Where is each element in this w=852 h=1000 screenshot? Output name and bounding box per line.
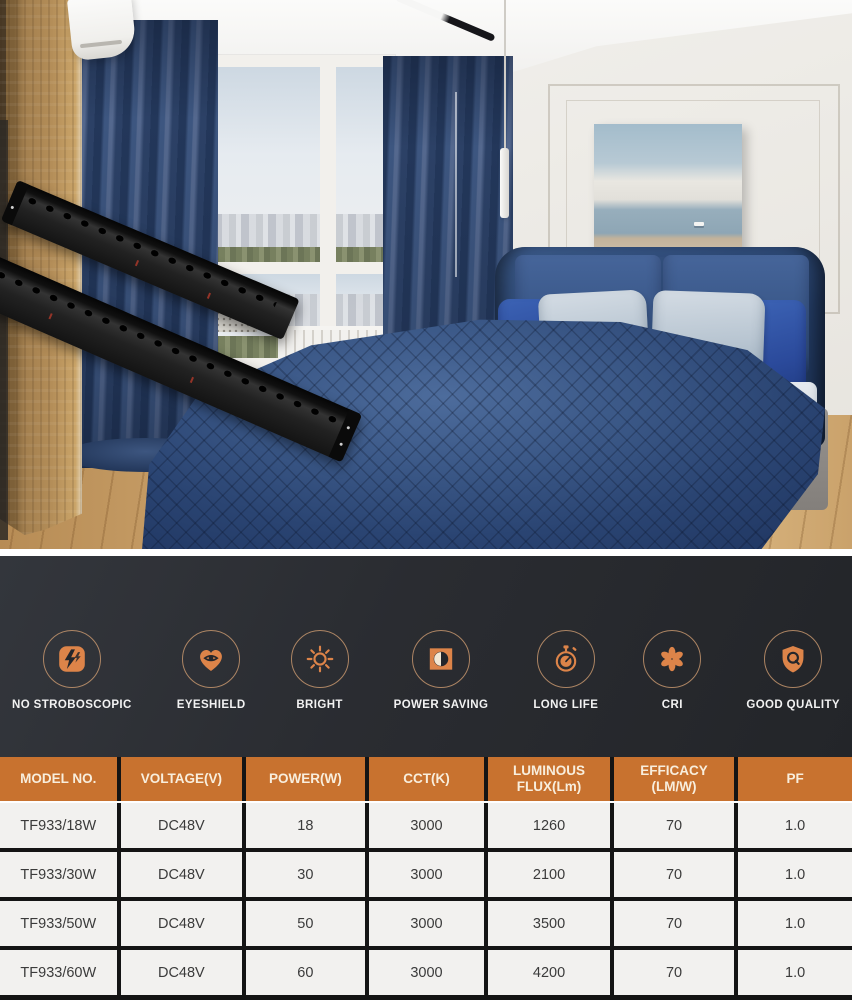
cell-pf: 1.0 [738,901,852,946]
glass-reflection [455,92,457,277]
cell-pf: 1.0 [738,803,852,848]
header-power: POWER(W) [246,757,365,801]
cell-model: TF933/50W [0,901,117,946]
painting-boat [694,222,704,226]
feature-ring [412,630,470,688]
spec-table [0,757,852,1000]
feature-label: GOOD QUALITY [746,699,840,711]
cell-cct: 3000 [369,852,485,897]
feature-ring [182,630,240,688]
feature-power-saving [394,630,489,711]
cell-efficacy: 70 [614,950,735,995]
header-model-no: MODEL NO. [0,757,117,801]
cell-efficacy: 70 [614,852,735,897]
feature-label: LONG LIFE [533,699,599,711]
feature-no-stroboscopic [12,630,132,711]
power-saving-icon [425,643,457,675]
cell-voltage: DC48V [121,852,242,897]
seascape-painting [594,124,742,254]
header-voltage: VOLTAGE(V) [121,757,242,801]
cell-flux: 2100 [488,852,609,897]
cell-flux: 4200 [488,950,609,995]
feature-ring [291,630,349,688]
pendant-cable [504,0,506,148]
header-cct: CCT(K) [369,757,485,801]
cell-power: 18 [246,803,365,848]
good-quality-icon [777,643,809,675]
cell-cct: 3000 [369,901,485,946]
feature-ring [643,630,701,688]
cell-voltage: DC48V [121,950,242,995]
cri-icon [656,643,688,675]
feature-label: POWER SAVING [393,699,489,711]
no-stroboscopic-icon [56,643,88,675]
spec-table-body [0,803,852,1000]
cell-power: 50 [246,901,365,946]
feature-label: NO STROBOSCOPIC [12,699,132,711]
header-pf: PF [738,757,852,801]
feature-label: EYESHIELD [176,699,246,711]
cell-efficacy: 70 [614,803,735,848]
feature-eyeshield [177,630,246,711]
spec-table-header [0,757,852,801]
feature-ring [43,630,101,688]
cell-model: TF933/18W [0,803,117,848]
cell-voltage: DC48V [121,803,242,848]
cell-efficacy: 70 [614,901,735,946]
wardrobe-shadow [0,120,8,540]
feature-ring [537,630,595,688]
pendant-lamp [500,148,509,218]
feature-label: BRIGHT [296,699,343,711]
cell-power: 30 [246,852,365,897]
cell-pf: 1.0 [738,852,852,897]
cell-cct: 3000 [369,950,485,995]
feature-bright [291,630,349,711]
header-efficacy: EFFICACY (LM/W) [614,757,735,801]
cell-model: TF933/30W [0,852,117,897]
feature-label: CRI [661,699,683,711]
cell-cct: 3000 [369,803,485,848]
header-luminous-flux: LUMINOUS FLUX(Lm) [488,757,609,801]
feature-long-life [533,630,598,711]
cell-flux: 1260 [488,803,609,848]
feature-band [0,556,852,757]
cell-flux: 3500 [488,901,609,946]
photo-divider [0,549,852,556]
cell-pf: 1.0 [738,950,852,995]
bright-icon [304,643,336,675]
eyeshield-icon [195,643,227,675]
cell-voltage: DC48V [121,901,242,946]
long-life-icon [550,643,582,675]
feature-cri [643,630,701,711]
cell-model: TF933/60W [0,950,117,995]
cell-power: 60 [246,950,365,995]
feature-ring [764,630,822,688]
feature-good-quality [746,630,840,711]
